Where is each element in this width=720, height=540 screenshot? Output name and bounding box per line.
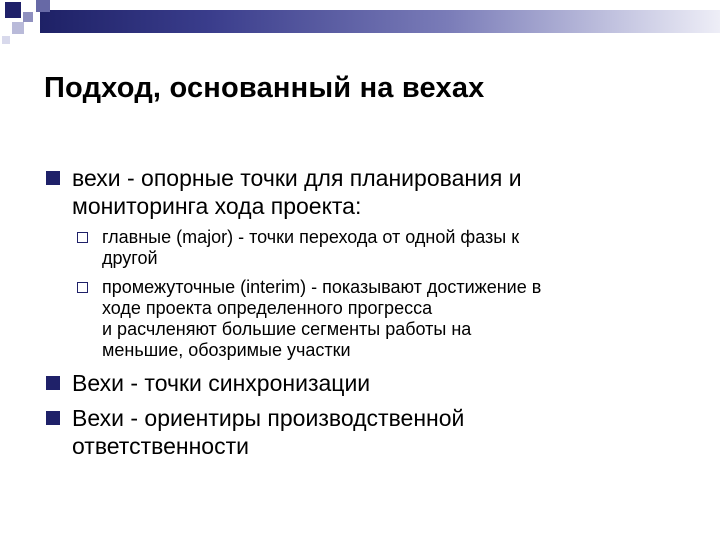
sub-bullet-text-line: промежуточные (interim) - показывают достижение в [102,277,542,297]
hollow-square-icon [77,282,88,293]
deco-square-3 [36,0,50,12]
sub-bullet-text-line: ходе проекта определенного прогресса [102,298,433,318]
bullet-text-line: Вехи - ориентиры производственной [72,405,465,431]
bullet-text-line: вехи - опорные точки для планирования и [72,165,522,191]
sub-bullet-text-line: и расчленяют большие сегменты работы на [102,319,472,339]
sub-bullet-item [77,227,684,269]
slide-title: Подход, основанный на вехах [44,72,485,104]
hollow-square-icon [77,232,88,243]
deco-square-4 [12,22,24,34]
sub-bullet-text-line: меньшие, обозримые участки [102,340,351,360]
bullet-item [44,164,684,220]
deco-square-5 [2,36,10,44]
bullet-item [44,369,684,397]
header-gradient-bar [40,10,720,33]
filled-square-icon [46,376,60,390]
bullet-list [44,164,684,467]
deco-square-1 [5,2,21,18]
bullet-item [44,404,684,460]
sub-bullet-text-line: другой [102,248,158,268]
bullet-text-line: ответственности [72,433,249,459]
bullet-text-line: мониторинга хода проекта: [72,193,362,219]
bullet-text-line: Вехи - точки синхронизации [72,370,371,396]
filled-square-icon [46,411,60,425]
deco-square-2 [23,12,33,22]
filled-square-icon [46,171,60,185]
sub-bullet-text-line: главные (major) - точки перехода от одной фазы к [102,227,520,247]
sub-bullet-item [77,277,684,361]
